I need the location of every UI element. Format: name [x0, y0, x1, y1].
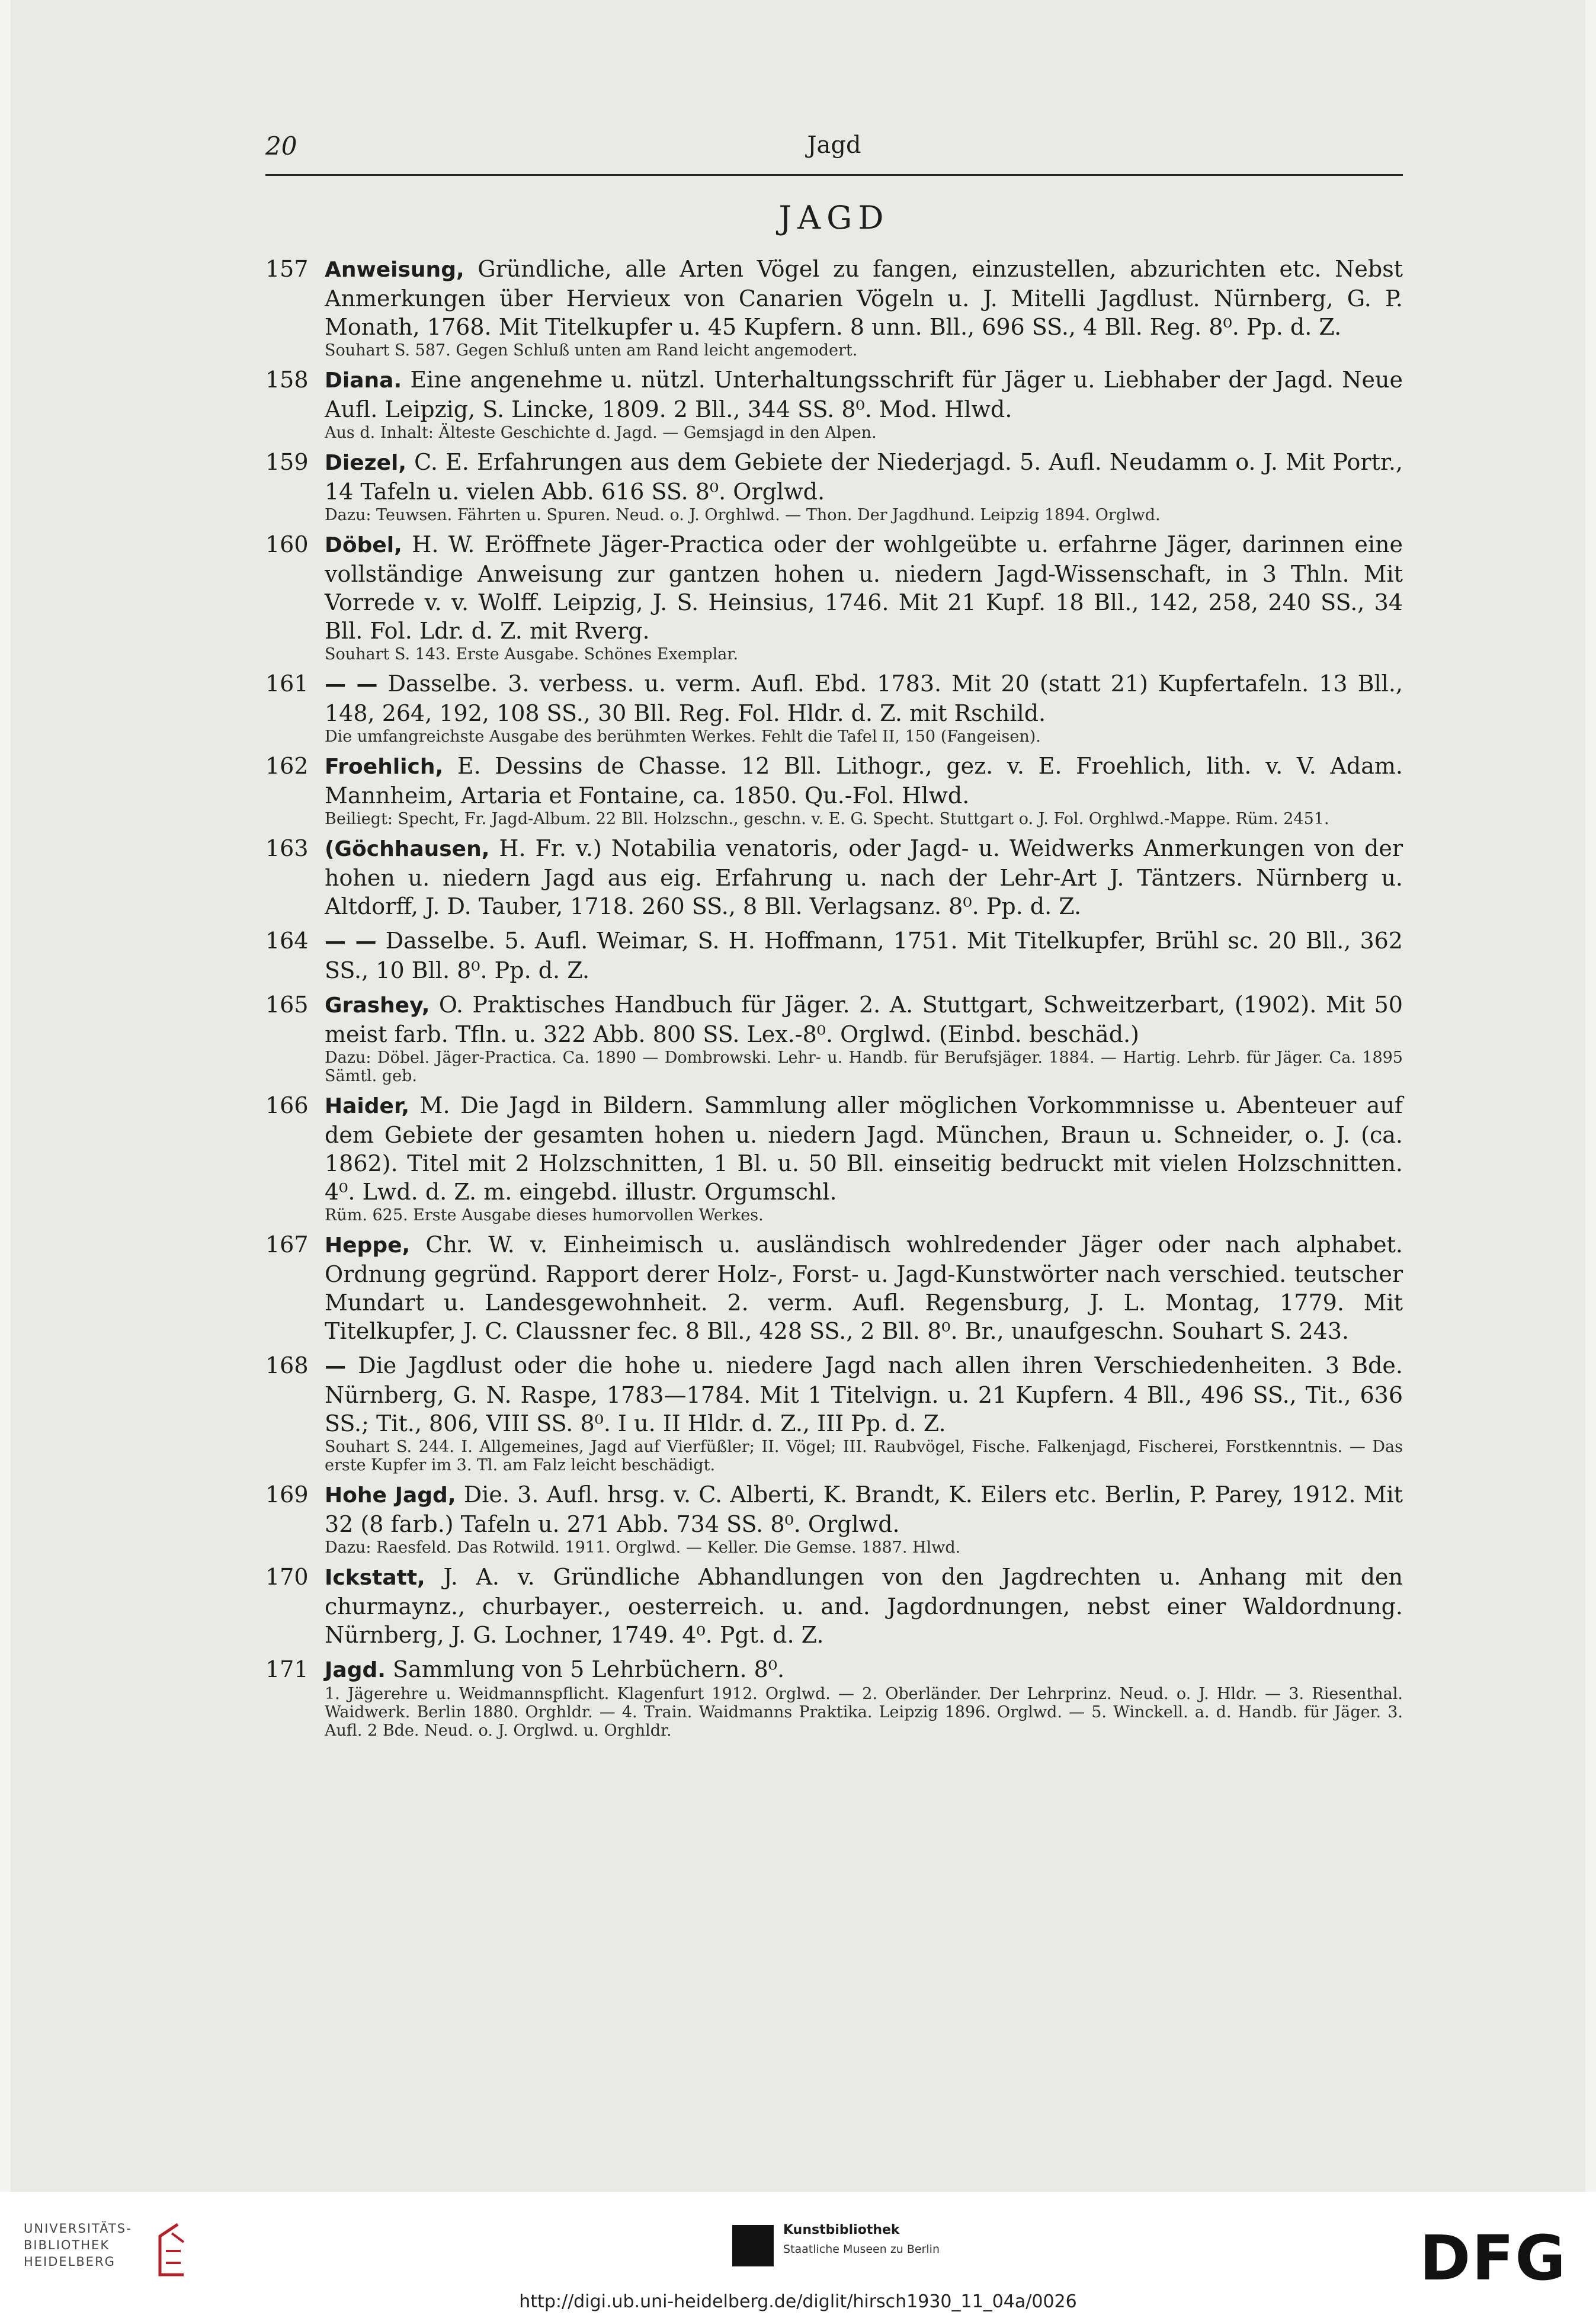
entry-note: Beiliegt: Specht, Fr. Jagd-Album. 22 Bll. Holzschn., geschn. v. E. G. Specht. Stuttgart o. J. Fol. Orghlwd.-Mappe. Rüm. 2451. [325, 810, 1329, 828]
entry-number: 167 [265, 1232, 309, 1258]
entry-author: Hohe Jagd, [325, 1483, 456, 1508]
entry-description: Chr. W. v. Einheimisch u. ausländisch wohlredender Jäger oder nach alphabet. Ordnung gegründ. Rapport derer Holz-, Forst- u. Jagd-Kunstwörter nach verschied. teutscher Mundart u. Landesgewohnheit. 2. verm. Aufl. Regensburg, J. L. Montag, 1779. Mit Titelkupfer, J. C. Claussner fec. 8 Bll., 428 SS., 2 Bll. 8⁰. Br., unaufgeschn. Souhart S. 243. [325, 1232, 1403, 1344]
entry-number: 161 [265, 671, 309, 697]
catalog-entry [265, 1655, 1403, 1740]
entry-author: — [325, 1354, 346, 1378]
page-number: 20 [265, 132, 297, 161]
heidelberg-library-logo[interactable] [24, 2220, 201, 2291]
entry-description: Die. 3. Aufl. hrsg. v. C. Alberti, K. Brandt, K. Eilers etc. Berlin, P. Parey, 1912. Mit 32 (8 farb.) Tafeln u. 271 Abb. 734 SS. 8⁰. Orglwd. [325, 1482, 1403, 1537]
catalog-entry [265, 1351, 1403, 1474]
kunstbibliothek-logo[interactable] [732, 2223, 981, 2276]
entry-author: Jagd. [325, 1658, 386, 1682]
entry-note: Dazu: Raesfeld. Das Rotwild. 1911. Orglwd. — Keller. Die Gemse. 1887. Hlwd. [325, 1538, 961, 1557]
kunstbibliothek-emblem-icon [732, 2225, 774, 2266]
catalog-entry [265, 834, 1403, 921]
heidelberg-logo-line-3: HEIDELBERG [24, 2255, 116, 2269]
catalog-entry [265, 1230, 1403, 1345]
entry-author: — — [325, 672, 378, 697]
running-head-title: Jagd [807, 132, 861, 159]
entry-note: 1. Jägerehre u. Weidmannspflicht. Klagenfurt 1912. Orglwd. — 2. Oberländer. Der Lehrprinz. Neud. o. J. Hldr. — 3. Riesenthal. Waidwerk. Berlin 1880. Orghldr. — 4. Train. Waidmanns Praktika. Leipzig 1896. Orglwd. — 5. Winckell. a. d. Handb. für Jäger. 3. Aufl. 2 Bde. Neud. o. J. Orglwd. u. Orghldr. [325, 1685, 1403, 1740]
entry-number: 170 [265, 1564, 309, 1590]
entry-number: 168 [265, 1352, 309, 1378]
entry-text [325, 669, 1403, 727]
entry-text [325, 365, 1403, 424]
entry-number: 165 [265, 992, 309, 1018]
entry-author: Diezel, [325, 451, 407, 475]
entry-text [325, 752, 1403, 810]
section-title: JAGD [778, 199, 890, 236]
entry-description: Gründliche, alle Arten Vögel zu fangen, einzustellen, abzurichten etc. Nebst Anmerkungen über Hervieux von Canarien Vögeln u. J. Mitelli Jagdlust. Nürnberg, G. P. Monath, 1768. Mit Titelkupfer u. 45 Kupfern. 8 unn. Bll., 696 SS., 4 Bll. Reg. 8⁰. Pp. d. Z. [325, 256, 1403, 340]
entry-text [325, 926, 1403, 985]
catalog-entry [265, 255, 1403, 360]
entry-text [325, 990, 1403, 1049]
entry-note: Aus d. Inhalt: Älteste Geschichte d. Jagd. — Gemsjagd in den Alpen. [325, 424, 877, 442]
entry-author: Ickstatt, [325, 1566, 425, 1590]
heidelberg-emblem-icon [148, 2221, 196, 2281]
entry-author: Froehlich, [325, 755, 444, 779]
kunstbibliothek-title: Kunstbibliothek [783, 2223, 900, 2237]
catalog-entry [265, 990, 1403, 1085]
entry-description: E. Dessins de Chasse. 12 Bll. Lithogr., gez. v. E. Froehlich, lith. v. V. Adam. Mannheim, Artaria et Fontaine, ca. 1850. Qu.-Fol. Hlwd. [325, 753, 1403, 809]
entry-description: Eine angenehme u. nützl. Unterhaltungsschrift für Jäger u. Liebhaber der Jagd. Neue Aufl. Leipzig, S. Lincke, 1809. 2 Bll., 344 SS. 8⁰. Mod. Hlwd. [325, 367, 1403, 422]
entry-number: 169 [265, 1482, 309, 1508]
entry-note: Dazu: Döbel. Jäger-Practica. Ca. 1890 — Dombrowski. Lehr- u. Handb. für Berufsjäger. 1884. — Hartig. Lehrb. für Jäger. Ca. 1895 Sämtl. geb. [325, 1049, 1403, 1085]
entry-text [325, 1230, 1403, 1345]
kunstbibliothek-subtitle: Staatliche Museen zu Berlin [783, 2243, 940, 2256]
entry-note: Souhart S. 143. Erste Ausgabe. Schönes Exemplar. [325, 645, 738, 663]
entry-author: Heppe, [325, 1233, 411, 1258]
catalog-entry [265, 530, 1403, 663]
entry-text [325, 448, 1403, 506]
entry-author: Anweisung, [325, 258, 464, 282]
page-url[interactable]: http://digi.ub.uni-heidelberg.de/diglit/hirsch1930_11_04a/0026 [519, 2291, 1077, 2312]
entry-note: Rüm. 625. Erste Ausgabe dieses humorvollen Werkes. [325, 1206, 764, 1224]
entry-number: 159 [265, 449, 309, 475]
entry-text [325, 1655, 1403, 1685]
entry-author: Diana. [325, 368, 402, 393]
catalog-entry [265, 448, 1403, 524]
entry-note: Die umfangreichste Ausgabe des berühmten Werkes. Fehlt die Tafel II, 150 (Fangeisen). [325, 727, 1041, 746]
catalog-entries [265, 255, 1403, 1746]
entry-number: 164 [265, 928, 309, 954]
entry-description: H. W. Eröffnete Jäger-Practica oder der wohlgeübte u. erfahrne Jäger, darinnen eine vollständige Anweisung zur gantzen hohen u. niedern Jagd-Wissenschaft, in 3 Thln. Mit Vorrede v. v. Wolff. Leipzig, J. S. Heinsius, 1746. Mit 21 Kupf. 18 Bll., 142, 258, 240 SS., 34 Bll. Fol. Ldr. d. Z. mit Rverg. [325, 531, 1403, 644]
entry-description: O. Praktisches Handbuch für Jäger. 2. A. Stuttgart, Schweitzerbart, (1902). Mit 50 meist farb. Tfln. u. 322 Abb. 800 SS. Lex.-8⁰. Orglwd. (Einbd. beschäd.) [325, 992, 1403, 1047]
catalog-entry [265, 926, 1403, 985]
entry-number: 171 [265, 1656, 309, 1682]
heidelberg-logo-line-2: BIBLIOTHEK [24, 2238, 110, 2252]
entry-description: H. Fr. v.) Notabilia venatoris, oder Jagd- u. Weidwerks Anmerkungen von der hohen u. niedern Jagd aus eig. Erfahrung u. nach der Lehr-Art J. Täntzers. Nürnberg u. Altdorff, J. D. Tauber, 1718. 260 SS., 8 Bll. Verlagsanz. 8⁰. Pp. d. Z. [325, 835, 1403, 919]
entry-author: Döbel, [325, 533, 402, 557]
entry-note: Dazu: Teuwsen. Fährten u. Spuren. Neud. o. J. Orghlwd. — Thon. Der Jagdhund. Leipzig 1894. Orglwd. [325, 506, 1161, 524]
entry-text [325, 1351, 1403, 1438]
entry-author: — — [325, 929, 377, 954]
dfg-logo[interactable]: DFG [1419, 2222, 1567, 2294]
viewer-footer [0, 2192, 1596, 2315]
entry-number: 166 [265, 1092, 309, 1118]
entry-number: 162 [265, 753, 309, 779]
entry-text [325, 1563, 1403, 1649]
catalog-page [11, 0, 1585, 2192]
entry-description: M. Die Jagd in Bildern. Sammlung aller möglichen Vorkommnisse u. Abenteuer auf dem Gebiete der gesamten hohen u. niedern Jagd. München, Braun u. Schneider, o. J. (ca. 1862). Titel mit 2 Holzschnitten, 1 Bl. u. 50 Bll. einseitig bedruckt mit vielen Holzschnitten. 4⁰. Lwd. d. Z. m. eingebd. illustr. Orgumschl. [325, 1092, 1403, 1205]
entry-note: Souhart S. 587. Gegen Schluß unten am Rand leicht angemodert. [325, 341, 858, 360]
entry-text [325, 834, 1403, 921]
heidelberg-logo-line-1: UNIVERSITÄTS- [24, 2221, 132, 2236]
entry-description: C. E. Erfahrungen aus dem Gebiete der Niederjagd. 5. Aufl. Neudamm o. J. Mit Portr., 14 Tafeln u. vielen Abb. 616 SS. 8⁰. Orglwd. [325, 449, 1403, 505]
entry-author: Grashey, [325, 993, 430, 1018]
entry-author: Haider, [325, 1094, 410, 1118]
entry-description: Dasselbe. 3. verbess. u. verm. Aufl. Ebd. 1783. Mit 20 (statt 21) Kupfertafeln. 13 Bll., 148, 264, 192, 108 SS., 30 Bll. Reg. Fol. Hldr. d. Z. mit Rschild. [325, 671, 1403, 726]
entry-description: J. A. v. Gründliche Abhandlungen von den Jagdrechten u. Anhang mit den churmaynz., churbayer., oesterreich. u. and. Jagdordnungen, nebst einer Waldordnung. Nürnberg, J. G. Lochner, 1749. 4⁰. Pgt. d. Z. [325, 1564, 1403, 1648]
running-head [265, 132, 1403, 176]
catalog-entry [265, 669, 1403, 746]
catalog-entry [265, 365, 1403, 442]
entry-author: (Göchhausen, [325, 837, 490, 861]
catalog-entry [265, 1563, 1403, 1649]
entry-text [325, 1091, 1403, 1206]
catalog-entry [265, 752, 1403, 828]
entry-description: Die Jagdlust oder die hohe u. niedere Jagd nach allen ihren Verschiedenheiten. 3 Bde. Nürnberg, G. N. Raspe, 1783—1784. Mit 1 Titelvign. u. 21 Kupfern. 4 Bll., 496 SS., Tit., 636 SS.; Tit., 806, VIII SS. 8⁰. I u. II Hldr. d. Z., III Pp. d. Z. [325, 1352, 1403, 1437]
entry-number: 163 [265, 835, 309, 861]
catalog-entry [265, 1091, 1403, 1224]
entry-text [325, 530, 1403, 645]
entry-number: 160 [265, 531, 309, 557]
entry-note: Souhart S. 244. I. Allgemeines, Jagd auf Vierfüßler; II. Vögel; III. Raubvögel, Fische. Falkenjagd, Fischerei, Forstkenntnis. — Das erste Kupfer im 3. Tl. am Falz leicht beschädigt. [325, 1438, 1403, 1474]
catalog-entry [265, 1480, 1403, 1557]
entry-description: Dasselbe. 5. Aufl. Weimar, S. H. Hoffmann, 1751. Mit Titelkupfer, Brühl sc. 20 Bll., 362 SS., 10 Bll. 8⁰. Pp. d. Z. [325, 928, 1403, 983]
entry-description: Sammlung von 5 Lehrbüchern. 8⁰. [393, 1656, 785, 1682]
entry-text [325, 1480, 1403, 1538]
entry-number: 158 [265, 367, 309, 393]
entry-text [325, 255, 1403, 341]
entry-number: 157 [265, 256, 309, 282]
